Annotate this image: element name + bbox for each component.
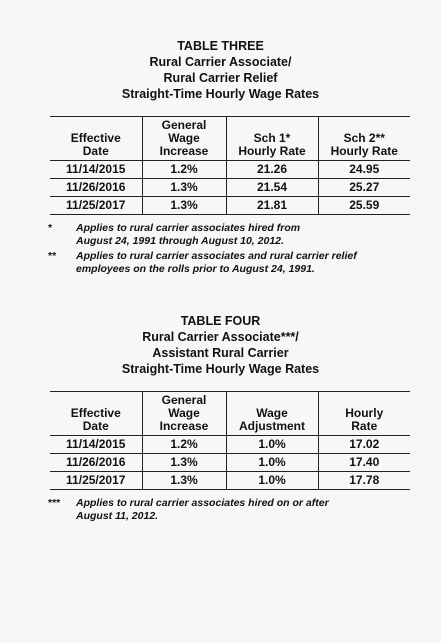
table-four-heading bbox=[0, 313, 441, 377]
table-row bbox=[50, 454, 410, 472]
footnote-line: Applies to rural carrier associates hired from bbox=[76, 222, 301, 234]
table-four-subtitle-3: Straight-Time Hourly Wage Rates bbox=[121, 362, 320, 376]
header-sch1-hourly-rate: Sch 1* Hourly Rate bbox=[226, 117, 318, 161]
header-effective-date: Effective Date bbox=[50, 117, 142, 161]
cell-date: 11/26/2016 bbox=[50, 179, 142, 197]
footnote-mark: * bbox=[48, 222, 53, 234]
cell-adjustment: 1.0% bbox=[226, 454, 318, 472]
table-row bbox=[50, 161, 410, 179]
footnote bbox=[48, 497, 388, 523]
cell-date: 11/14/2015 bbox=[50, 161, 142, 179]
table-four-section bbox=[0, 313, 441, 522]
footnote-line: Applies to rural carrier associates and rural carrier relief bbox=[76, 250, 357, 262]
table-four-subtitle-1: Rural Carrier Associate***/ bbox=[142, 330, 299, 344]
table-row bbox=[50, 472, 410, 490]
cell-increase: 1.3% bbox=[142, 454, 226, 472]
cell-date: 11/25/2017 bbox=[50, 197, 142, 215]
cell-adjustment: 1.0% bbox=[226, 436, 318, 454]
table-three-subtitle-2: Rural Carrier Relief bbox=[163, 71, 278, 85]
header-hourly-rate: Hourly Rate bbox=[318, 392, 410, 436]
cell-sch2: 25.59 bbox=[318, 197, 410, 215]
table-row bbox=[50, 436, 410, 454]
table-four bbox=[50, 391, 410, 490]
table-row bbox=[50, 197, 410, 215]
header-wage-adjustment: Wage Adjustment bbox=[226, 392, 318, 436]
table-four-header-row bbox=[50, 392, 410, 436]
cell-sch2: 24.95 bbox=[318, 161, 410, 179]
cell-increase: 1.3% bbox=[142, 472, 226, 490]
cell-date: 11/26/2016 bbox=[50, 454, 142, 472]
cell-increase: 1.2% bbox=[142, 161, 226, 179]
cell-sch2: 25.27 bbox=[318, 179, 410, 197]
cell-increase: 1.2% bbox=[142, 436, 226, 454]
footnote-line: employees on the rolls prior to August 24, 1991. bbox=[76, 263, 315, 275]
cell-sch1: 21.81 bbox=[226, 197, 318, 215]
cell-rate: 17.78 bbox=[318, 472, 410, 490]
cell-rate: 17.02 bbox=[318, 436, 410, 454]
footnote-line: August 11, 2012. bbox=[76, 510, 159, 522]
table-three-header-row bbox=[50, 117, 410, 161]
header-general-wage-increase: General Wage Increase bbox=[142, 117, 226, 161]
footnote bbox=[48, 250, 388, 276]
table-row bbox=[50, 179, 410, 197]
footnote-mark: ** bbox=[48, 250, 57, 262]
table-four-footnotes bbox=[48, 497, 388, 525]
cell-rate: 17.40 bbox=[318, 454, 410, 472]
footnote-line: August 24, 1991 through August 10, 2012. bbox=[76, 235, 284, 247]
table-three-title: TABLE THREE bbox=[177, 39, 264, 53]
header-sch2-hourly-rate: Sch 2** Hourly Rate bbox=[318, 117, 410, 161]
table-four-title: TABLE FOUR bbox=[180, 314, 261, 328]
cell-increase: 1.3% bbox=[142, 197, 226, 215]
header-general-wage-increase: General Wage Increase bbox=[142, 392, 226, 436]
cell-date: 11/25/2017 bbox=[50, 472, 142, 490]
cell-sch1: 21.26 bbox=[226, 161, 318, 179]
header-effective-date: Effective Date bbox=[50, 392, 142, 436]
cell-increase: 1.3% bbox=[142, 179, 226, 197]
cell-adjustment: 1.0% bbox=[226, 472, 318, 490]
table-three-section bbox=[0, 38, 441, 275]
table-four-subtitle-2: Assistant Rural Carrier bbox=[152, 346, 289, 360]
footnote-line: Applies to rural carrier associates hired on or after bbox=[76, 497, 329, 509]
table-three-subtitle-3: Straight-Time Hourly Wage Rates bbox=[121, 87, 320, 101]
cell-date: 11/14/2015 bbox=[50, 436, 142, 454]
table-three-footnotes bbox=[48, 222, 388, 278]
table-three bbox=[50, 116, 410, 215]
table-three-heading bbox=[0, 38, 441, 102]
table-three-subtitle-1: Rural Carrier Associate/ bbox=[149, 55, 292, 69]
cell-sch1: 21.54 bbox=[226, 179, 318, 197]
footnote-mark: *** bbox=[48, 497, 61, 509]
footnote bbox=[48, 222, 388, 248]
